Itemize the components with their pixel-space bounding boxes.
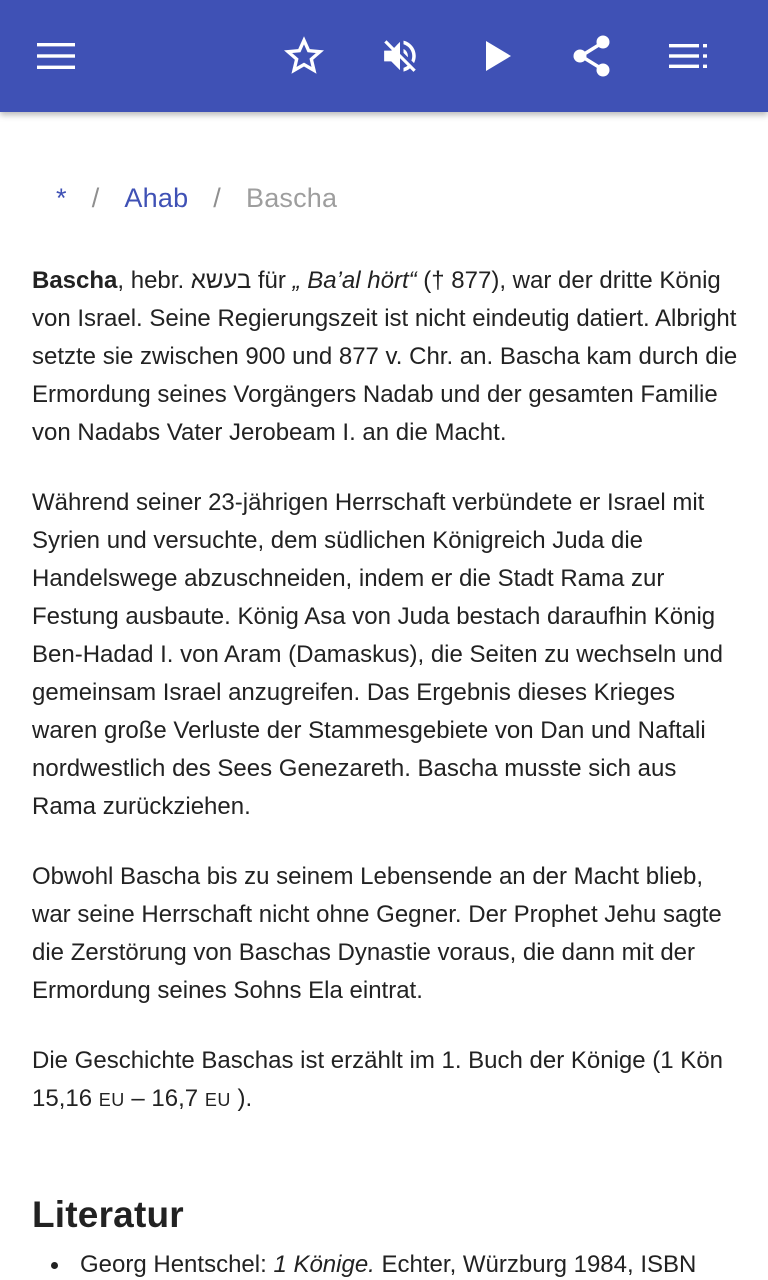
reign-paragraph: Während seiner 23-jährigen Herrschaft verbündete er Israel mit Syrien und versuchte, dem südlichen Königreich Juda die Handelswege abzuschneiden, indem er die Stadt Rama zur Festung ausbaute. König Asa von Juda bestach daraufhin König Ben-Hadad I. von Aram (Damaskus), die Seiten zu wechseln und gemeinsam Israel anzugreifen. Das Ergebnis dieses Krieges waren große Verluste der Stammesgebiete von Dan und Naftali nordwestlich des Sees Genezareth. Bascha musste sich aus Rama zurückziehen.: [32, 489, 724, 820]
hamburger-menu-icon: [37, 42, 75, 70]
play-button[interactable]: [470, 28, 526, 84]
intro-text: († 877), war der dritte König von Israel. Seine Regierungszeit ist nicht eindeutig datiert. Albright setzte sie zwischen 900 und 877 v. Chr. an. Bascha kam durch die Ermordung seines Vorgängers Nadab und der gesamten Familie von Nadabs Vater Jerobeam I. an die Macht.: [32, 267, 738, 446]
intro-paragraph: [32, 262, 740, 452]
hebrew-name: בעשא: [190, 267, 252, 294]
contents-button[interactable]: [660, 28, 716, 84]
play-icon: [484, 40, 512, 72]
article-body: [32, 262, 740, 1151]
breadcrumb-separator: /: [213, 182, 221, 213]
breadcrumb-home-link[interactable]: *: [56, 182, 67, 213]
reference-text: ).: [230, 1085, 253, 1112]
bible-translation-link[interactable]: EU: [98, 1090, 125, 1110]
reference-text: Die Geschichte Baschas ist erzählt im 1. Buch der Könige (1 Kön 15,16: [32, 1047, 724, 1112]
bible-translation-link[interactable]: EU: [204, 1090, 231, 1110]
share-button[interactable]: [564, 28, 620, 84]
literature-title: 1 Könige.: [273, 1251, 375, 1278]
app-bar: [0, 0, 768, 112]
literature-item: [32, 1246, 740, 1280]
breadcrumb: [56, 178, 337, 218]
breadcrumb-parent-link[interactable]: Ahab: [124, 182, 189, 213]
intro-text: für: [251, 267, 293, 294]
breadcrumb-current: Bascha: [245, 182, 338, 213]
literature-author: Georg Hentschel:: [80, 1251, 274, 1278]
volume-off-icon: [379, 35, 421, 77]
literature-details: Echter, Würzburg 1984, ISBN: [374, 1251, 697, 1278]
share-icon: [572, 35, 612, 77]
list-icon: [669, 43, 707, 69]
breadcrumb-separator: /: [91, 182, 100, 213]
opposition-paragraph: Obwohl Bascha bis zu seinem Lebensende an der Macht blieb, war seine Herrschaft nicht ohne Gegner. Der Prophet Jehu sagte die Zerstörung von Baschas Dynastie voraus, die dann mit der Ermordung seines Sohns Ela eintrat.: [32, 863, 722, 1004]
reference-text: – 16,7: [124, 1085, 205, 1112]
article-title-term: Bascha: [32, 267, 118, 294]
menu-button[interactable]: [28, 28, 84, 84]
bible-reference-paragraph: [32, 1042, 740, 1119]
star-outline-icon: [284, 36, 324, 76]
literature-heading: Literatur: [32, 1194, 184, 1235]
article-content: [0, 112, 768, 1280]
mute-button[interactable]: [372, 28, 428, 84]
favorite-button[interactable]: [276, 28, 332, 84]
literature-list: [32, 1246, 740, 1280]
name-meaning-quote: „ Ba’al hört“: [292, 267, 417, 294]
intro-text: , hebr.: [117, 267, 191, 294]
